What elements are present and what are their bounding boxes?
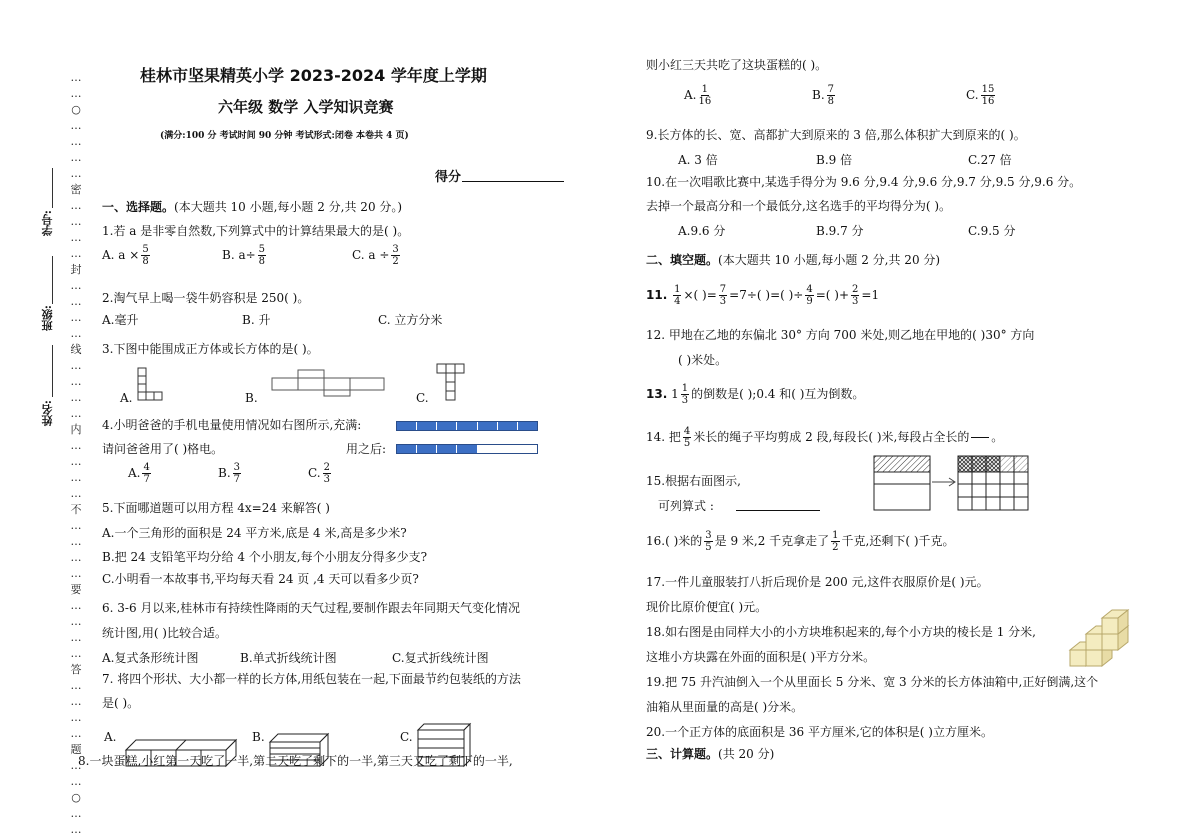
binding-char: … <box>70 519 82 532</box>
binding-char: 封 <box>70 263 82 276</box>
binding-char: … <box>70 167 82 180</box>
binding-char: … <box>70 375 82 388</box>
binding-char: … <box>70 535 82 548</box>
binding-char: … <box>70 727 82 740</box>
q16-stem: 16.( )米的 $\frac{3}{5}$ 是 9 米,2 千克拿走了 $\frac{1}{2}$ 千克,还剩下( )千克。 <box>646 530 955 553</box>
q4-option-b: B. $\frac{3}{7}$ <box>218 462 241 485</box>
q15-answer-line <box>736 510 820 511</box>
q7-option-c: C. <box>400 730 413 744</box>
binding-char: … <box>70 615 82 628</box>
battery-after-bar <box>396 444 538 454</box>
binding-char: … <box>70 135 82 148</box>
binding-char: … <box>70 711 82 724</box>
binding-char: … <box>70 119 82 132</box>
q15-diagram <box>872 454 1032 512</box>
q10-stem2: 去掉一个最高分和一个最低分,这名选手的平均得分为( )。 <box>646 199 951 213</box>
binding-char: 要 <box>70 583 82 596</box>
binding-char: … <box>70 295 82 308</box>
binding-char: … <box>70 439 82 452</box>
page-subtitle: 六年级 数学 入学知识竞赛 <box>218 98 394 116</box>
battery-cell <box>518 422 537 430</box>
q3-stem: 3.下图中能围成正方体或长方体的是( )。 <box>102 342 319 356</box>
battery-full-bar <box>396 421 538 431</box>
q8-option-b: B. $\frac{7}{8}$ <box>812 84 835 107</box>
binding-char: … <box>70 455 82 468</box>
section2-title: 二、填空题。(本大题共 10 小题,每小题 2 分,共 20 分) <box>646 253 941 267</box>
q3-option-a: A. <box>120 391 133 405</box>
q1-option-c: C. a ÷ $\frac{3}{2}$ <box>352 244 399 267</box>
q6-stem2: 统计图,用( )比较合适。 <box>102 626 227 640</box>
q18-cube-stack <box>1066 606 1134 668</box>
q15-stem: 15.根据右面图示, <box>646 474 741 488</box>
q5-option-a: A.一个三角形的面积是 24 平方米,底是 4 米,高是多少米? <box>102 526 407 540</box>
q3-option-c: C. <box>416 391 429 405</box>
binding-char: … <box>70 679 82 692</box>
q10-option-c: C.9.5 分 <box>968 224 1016 238</box>
name-label: 姓名: <box>41 400 54 427</box>
q6-option-c: C.复式折线统计图 <box>392 651 489 665</box>
q1-option-a: A. a × $\frac{5}{8}$ <box>102 244 149 267</box>
q14-stem: 14. 把 $\frac{4}{5}$ 米长的绳子平均剪成 2 段,每段长( )米,每段占全长的 。 <box>646 426 1004 449</box>
q11-equation: 11. $\frac{1}{4}$ ×( )= $\frac{7}{3}$ =7÷( )=( )÷ $\frac{4}{9}$ =( )+ $\frac{2}{3}$ =1 <box>646 284 880 307</box>
battery-cell <box>437 445 457 453</box>
q7-option-b: B. <box>252 730 265 744</box>
binding-char: … <box>70 231 82 244</box>
q7-stem2: 是( )。 <box>102 696 140 710</box>
binding-char: … <box>70 775 82 788</box>
q1-stem: 1.若 a 是非零自然数,下列算式中的计算结果最大的是( )。 <box>102 224 410 238</box>
binding-char: … <box>70 215 82 228</box>
battery-cell <box>457 445 477 453</box>
binding-char: … <box>70 823 82 836</box>
binding-char: 线 <box>70 343 82 356</box>
q10-stem: 10.在一次唱歌比赛中,某选手得分为 9.6 分,9.4 分,9.6 分,9.7 分,9.5 分,9.6 分。 <box>646 175 1082 189</box>
q1-option-b: B. a÷ $\frac{5}{8}$ <box>222 244 266 267</box>
binding-char: 答 <box>70 663 82 676</box>
q3-option-b: B. <box>245 391 258 405</box>
binding-char: … <box>70 807 82 820</box>
binding-char: … <box>70 695 82 708</box>
q6-option-a: A.复式条形统计图 <box>102 651 199 665</box>
binding-char: … <box>70 279 82 292</box>
battery-cell <box>417 445 437 453</box>
binding-char: … <box>70 151 82 164</box>
q8-stem: 8.一块蛋糕,小红第一天吃了一半,第二天吃了剩下的一半,第三天又吃了剩下的一半, <box>78 754 513 768</box>
binding-margin <box>66 70 86 838</box>
student-id-label: 学号: <box>41 210 54 237</box>
q7-option-a: A. <box>104 730 117 744</box>
section3-title: 三、计算题。(共 20 分) <box>646 747 775 761</box>
class-label: 班级: <box>41 305 54 332</box>
battery-cell <box>498 422 518 430</box>
binding-char: 内 <box>70 423 82 436</box>
q4-stem2: 请问爸爸用了( )格电。 <box>102 442 224 456</box>
battery-cell <box>498 445 518 453</box>
battery-cell <box>478 445 498 453</box>
binding-char: … <box>70 599 82 612</box>
name-line <box>52 345 53 397</box>
q6-option-b: B.单式折线统计图 <box>240 651 337 665</box>
q4-after-label: 用之后: <box>346 442 387 456</box>
q3-net-a <box>136 366 166 402</box>
class-line <box>52 256 53 304</box>
binding-char: … <box>70 391 82 404</box>
q17-stem2: 现价比原价便宜( )元。 <box>646 600 768 614</box>
exam-note: (满分:100 分 考试时间 90 分钟 考试形式:闭卷 本卷共 4 页) <box>160 131 409 141</box>
q17-stem: 17.一件儿童服装打八折后现价是 200 元,这件衣服原价是( )元。 <box>646 575 989 589</box>
q8-option-c: C. $\frac{15}{16}$ <box>966 84 995 107</box>
q5-option-b: B.把 24 支铅笔平均分给 4 个小朋友,每个小朋友分得多少支? <box>102 550 428 564</box>
battery-cell <box>457 422 477 430</box>
binding-char: … <box>70 647 82 660</box>
page-title: 桂林市坚果精英小学 2023-2024 学年度上学期 <box>140 66 487 85</box>
section1-title: 一、选择题。(本大题共 10 小题,每小题 2 分,共 20 分。) <box>102 200 403 214</box>
battery-cell <box>518 445 537 453</box>
q7-stem: 7. 将四个形状、大小都一样的长方体,用纸包装在一起,下面最节约包装纸的方法 <box>102 672 521 686</box>
q10-option-b: B.9.7 分 <box>816 224 864 238</box>
battery-cell <box>437 422 457 430</box>
battery-cell <box>417 422 437 430</box>
binding-char: … <box>70 567 82 580</box>
q10-option-a: A.9.6 分 <box>678 224 726 238</box>
binding-char: … <box>70 311 82 324</box>
q9-option-a: A. 3 倍 <box>678 153 718 167</box>
q4-stem: 4.小明爸爸的手机电量使用情况如右图所示,充满: <box>102 418 362 432</box>
q2-option-a: A.毫升 <box>102 313 139 327</box>
q3-net-c <box>435 362 469 406</box>
q12-stem2: ( )米处。 <box>678 353 728 367</box>
binding-char: … <box>70 759 82 772</box>
binding-char: … <box>70 551 82 564</box>
q12-stem: 12. 甲地在乙地的东偏北 30° 方向 700 米处,则乙地在甲地的( )30° 方向 <box>646 328 1035 342</box>
binding-char: … <box>70 487 82 500</box>
q5-stem: 5.下面哪道题可以用方程 4x=24 来解答( ) <box>102 501 330 515</box>
score-label: 得分 <box>435 170 462 185</box>
q2-option-b: B. 升 <box>242 313 271 327</box>
q13-stem: 13. 1 $\frac{1}{3}$ 的倒数是( );0.4 和( )互为倒数。 <box>646 383 865 406</box>
battery-cell <box>397 422 417 430</box>
q15-stem2: 可列算式 : <box>658 499 714 513</box>
binding-char: 不 <box>70 503 82 516</box>
q19-stem: 19.把 75 升汽油倒入一个从里面长 5 分米、宽 3 分米的长方体油箱中,正好倒满,这个 <box>646 675 1099 689</box>
battery-cell <box>397 445 417 453</box>
binding-char: ○ <box>71 791 81 804</box>
q4-option-c: C. $\frac{2}{3}$ <box>308 462 330 485</box>
binding-char: … <box>70 327 82 340</box>
q18-stem: 18.如右图是由同样大小的小方块堆积起来的,每个小方块的棱长是 1 分米, <box>646 625 1036 639</box>
q8-option-a: A. $\frac{1}{16}$ <box>684 84 712 107</box>
q9-stem: 9.长方体的长、宽、高都扩大到原来的 3 倍,那么体积扩大到原来的( )。 <box>646 128 1026 142</box>
binding-char: … <box>70 87 82 100</box>
q2-stem: 2.淘气早上喝一袋牛奶容积是 250( )。 <box>102 291 310 305</box>
binding-char: … <box>70 471 82 484</box>
q9-option-b: B.9 倍 <box>816 153 853 167</box>
q3-net-b <box>270 368 388 398</box>
binding-char: … <box>70 247 82 260</box>
battery-cell <box>478 422 498 430</box>
binding-char: … <box>70 631 82 644</box>
q8-stem2: 则小红三天共吃了这块蛋糕的( )。 <box>646 58 828 72</box>
binding-char: … <box>70 71 82 84</box>
q2-option-c: C. 立方分米 <box>378 313 443 327</box>
q19-stem2: 油箱从里面量的高是( )分米。 <box>646 700 804 714</box>
q9-option-c: C.27 倍 <box>968 153 1012 167</box>
student-id-line <box>52 168 53 208</box>
q6-stem: 6. 3-6 月以来,桂林市有持续性降雨的天气过程,要制作跟去年同期天气变化情况 <box>102 601 521 615</box>
score-line <box>462 181 564 182</box>
binding-char: 密 <box>70 183 82 196</box>
binding-char: ○ <box>71 103 81 116</box>
binding-char: … <box>70 199 82 212</box>
q5-option-c: C.小明看一本故事书,平均每天看 24 页 ,4 天可以看多少页? <box>102 572 419 586</box>
binding-char: … <box>70 359 82 372</box>
q20-stem: 20.一个正方体的底面积是 36 平方厘米,它的体积是( )立方厘米。 <box>646 725 993 739</box>
q4-option-a: A. $\frac{4}{7}$ <box>128 462 150 485</box>
q18-stem2: 这堆小方块露在外面的面积是( )平方分米。 <box>646 650 876 664</box>
binding-char: … <box>70 407 82 420</box>
binding-char: 题 <box>70 743 82 756</box>
